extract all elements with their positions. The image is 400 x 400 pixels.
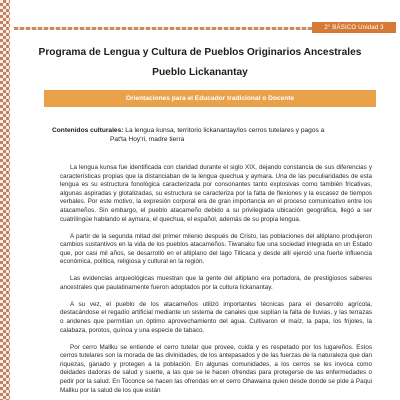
orientation-banner: Orientaciones para el Educador tradicional o Docente xyxy=(44,90,376,107)
contents-line-1 xyxy=(52,126,372,135)
people-title: Pueblo Lickanantay xyxy=(152,67,248,78)
paragraph: Por cerro Mallku se entiende el cerro tutelar que provee, cuida y es respetado por los lugareños. Estos cerros tutelares son la morada de las divinidades, de los antepasados y de las fuerzas de la naturaleza que dan riquezas, ganado y protegen a la población. En algunas comunidades, a los cerros se les invoca como deidades dadoras de salud y suerte, a las que se le hacen ofrendas para protegerse de las enfermedades o pedir por la salud. En Toconce se hacen las ofrendas en el cerro Ohawaina quien desde donde se pide a Paqui Mallku por la salud de los que están xyxy=(60,343,372,394)
paragraph: La lengua kunsa fue identificada con claridad durante el siglo XIX, dejando constancia de sus diferencias y características propias que la distanciaban de la lengua quechua y aymara. Una de las peculiaridades de esta lengua es su estructura fonológica caracterizada por consonantes tanto explosivas como también fricativas, algunas aspiradas y glotalizadas, su estructura se caracteriza por la falta de flexiones y la escasez de tiempos verbales. Por este motivo, la expresión corporal era de gran importancia en el proceso comunicativo entre los atacameños. Sin embargo, el pueblo atacameño debido a su privilegiada ubicación geográfica, llegó a ser cuatrilingüe hablando el aymara, el quechua, el español, además de su propia lengua. xyxy=(60,164,372,223)
header-stripe xyxy=(14,27,356,30)
decorative-border xyxy=(0,0,10,400)
body-text xyxy=(60,164,372,400)
contents-label: Contenidos culturales: xyxy=(52,127,124,134)
cultural-contents xyxy=(52,126,372,144)
paragraph: Las evidencias arqueológicas muestran que la gente del altiplano era portadora, de prestigiosos saberes ancestrales que paulatinamente fueron adoptados por la cultura lickanantay. xyxy=(60,275,372,291)
contents-text-1: La lengua kunsa, territorio lickanantay/los cerros tutelares y pagos a xyxy=(125,127,325,134)
contents-text-2: Pat'ta Hoy'ri, madre tierra xyxy=(110,136,185,144)
paragraph: A partir de la segunda mitad del primer milenio después de Cristo, las poblaciones del altiplano produjeron cambios sustantivos en la vida de los pueblos atacameños. Tiwanaku fue una sociedad integrada en un Estado que, por casi mil años, se desarrolló en el altiplano del lago Titicaca y desde allí ejerció una fuerte influencia económica, política, religiosa y cultural en la región. xyxy=(60,232,372,266)
unit-badge: 2° BÁSICO Unidad 3 xyxy=(312,22,396,33)
program-title: Programa de Lengua y Cultura de Pueblos Originarios Ancestrales xyxy=(38,47,362,58)
paragraph: A su vez, el pueblo de los atacameños utilizó importantes técnicas para el desarrollo agrícola, destacándose el regadío artificial mediante un sistema de canales que suplían la falta de lluvias, y las terrazas o andenes que permitían un óptimo aprovechamiento del agua. Cultivaron el maíz, la papa, los frijoles, la calabaza, porotos, quínoa y una especie de tabaco. xyxy=(60,300,372,334)
